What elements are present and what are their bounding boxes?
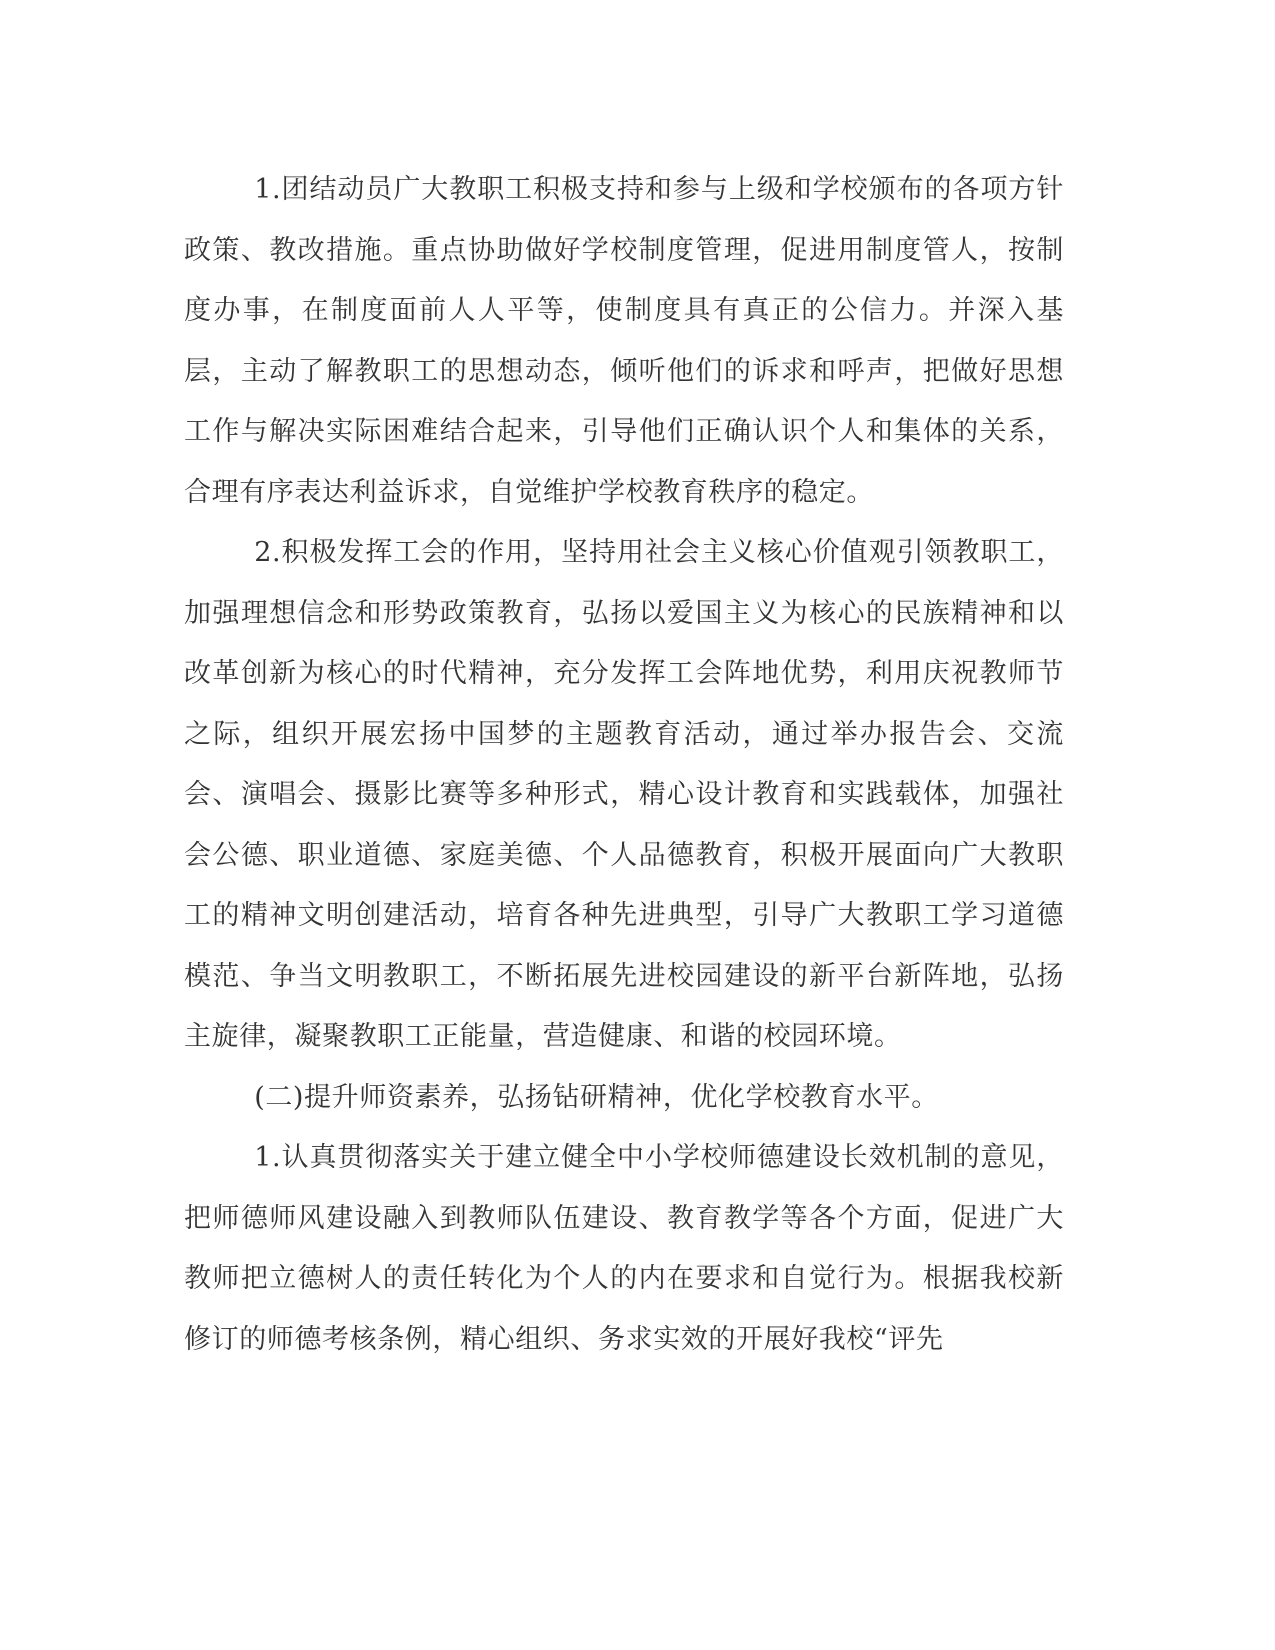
- paragraph-unity-mobilize: 1.团结动员广大教职工积极支持和参与上级和学校颁布的各项方针政策、教改措施。重点协助做好学校制度管理，促进用制度管人，按制度办事，在制度面前人人平等，使制度具有真正的公信力。并深入基层，主动了解教职工的思想动态，倾听他们的诉求和呼声，把做好思想工作与解决实际困难结合起来，引导他们正确认识个人和集体的关系，合理有序表达利益诉求，自觉维护学校教育秩序的稳定。: [184, 174, 1064, 508]
- paragraph-union-role: 2.积极发挥工会的作用，坚持用社会主义核心价值观引领教职工，加强理想信念和形势政策教育，弘扬以爱国主义为核心的民族精神和以改革创新为核心的时代精神，充分发挥工会阵地优势，利用庆祝教师节之际，组织开展宏扬中国梦的主题教育活动，通过举办报告会、交流会、演唱会、摄影比赛等多种形式，精心设计教育和实践载体，加强社会公德、职业道德、家庭美德、个人品德教育，积极开展面向广大教职工的精神文明创建活动，培育各种先进典型，引导广大教职工学习道德模范、争当文明教职工，不断拓展先进校园建设的新平台新阵地，弘扬主旋律，凝聚教职工正能量，营造健康、和谐的校园环境。: [184, 537, 1064, 1052]
- section-heading-teacher-quality: (二)提升师资素养，弘扬钻研精神，优化学校教育水平。: [254, 1081, 939, 1113]
- paragraph-teacher-ethics: 1.认真贯彻落实关于建立健全中小学校师德建设长效机制的意见，把师德师风建设融入到教师队伍建设、教育教学等各个方面，促进广大教师把立德树人的责任转化为个人的内在要求和自觉行为。根据我校新修订的师德考核条例，精心组织、务求实效的开展好我校“评先: [184, 1142, 1064, 1355]
- document-body: [184, 160, 1064, 1370]
